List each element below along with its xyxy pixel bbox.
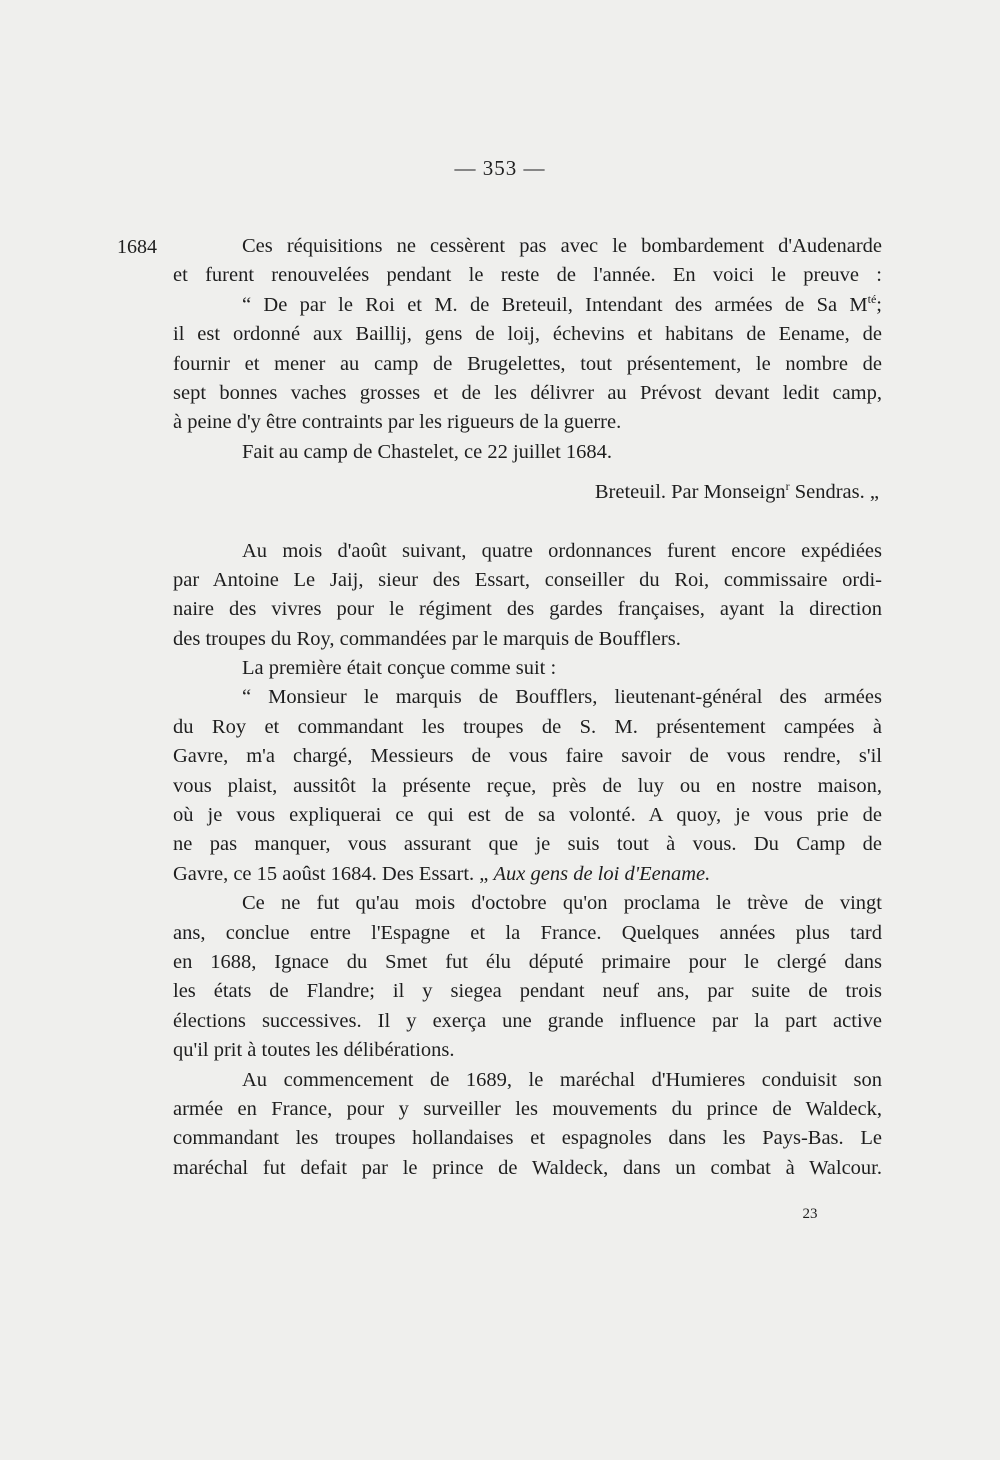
text-line: et furent renouvelées pendant le reste de l'année. En voici le preuve : (173, 264, 882, 287)
text-line: ans, conclue entre l'Espagne et la France. Quelques années plus tard (173, 921, 882, 944)
text-line: Ces réquisitions ne cessèrent pas avec le bombardement d'Audenarde (242, 235, 882, 257)
text-line: Ce ne fut qu'au mois d'octobre qu'on proclama le trève de vingt (242, 892, 882, 915)
text-line: sept bonnes vaches grosses et de les délivrer au Prévost devant ledit camp, (173, 381, 882, 404)
italic-text: Aux gens de loi d'Eename. (493, 862, 711, 885)
text-line: commandant les troupes hollandaises et espagnoles dans les Pays-Bas. Le (173, 1127, 882, 1150)
text-line: Gavre, ce 15 aoûst 1684. Des Essart. „ Aux gens de loi d'Eename. (173, 862, 711, 885)
text-line: naire des vivres pour le régiment des gardes françaises, ayant la direction (173, 598, 882, 621)
text-line: La première était conçue comme suit : (242, 657, 557, 680)
text-line: armée en France, pour y surveiller les mouvements du prince de Waldeck, (173, 1097, 882, 1120)
text-line: des troupes du Roy, commandées par le marquis de Boufflers. (173, 627, 681, 650)
text-line: par Antoine Le Jaij, sieur des Essart, conseiller du Roi, commissaire ordi- (173, 568, 882, 591)
text-line: les états de Flandre; il y siegea pendant neuf ans, par suite de trois (173, 980, 882, 1003)
text-line: “ Monsieur le marquis de Boufflers, lieutenant-général des armées (242, 686, 882, 709)
text-line: Au mois d'août suivant, quatre ordonnances furent encore expédiées (242, 539, 882, 562)
text-line: du Roy et commandant les troupes de S. M. présentement campées à (173, 715, 882, 738)
text-line: Fait au camp de Chastelet, ce 22 juillet 1684. (242, 440, 613, 463)
text-line: ne pas manquer, vous assurant que je suis tout à vous. Du Camp de (173, 833, 882, 856)
text-line: à peine d'y être contraints par les rigueurs de la guerre. (173, 411, 622, 434)
superscript: r (785, 479, 790, 494)
text-line: qu'il prit à toutes les délibérations. (173, 1039, 455, 1062)
text-line: en 1688, Ignace du Smet fut élu député primaire pour le clergé dans (173, 950, 882, 973)
text-line: il est ordonné aux Baillij, gens de loij, échevins et habitans de Eename, de (173, 323, 882, 346)
text-line: vous plaist, aussitôt la présente reçue, près de luy ou en nostre maison, (173, 774, 882, 797)
superscript: té (867, 291, 877, 306)
body-text (173, 232, 882, 1183)
margin-year: 1684 (117, 236, 157, 258)
text-line: où je vous expliquerai ce qui est de sa volonté. A quoy, je vous prie de (173, 804, 882, 827)
text-line: Au commencement de 1689, le maréchal d'Humieres conduisit son (242, 1068, 882, 1091)
text-line: maréchal fut defait par le prince de Waldeck, dans un combat à Walcour. (173, 1156, 882, 1179)
page-number: — 353 — (454, 156, 546, 180)
signature-mark: 23 (802, 1206, 818, 1222)
text-line: élections successives. Il y exerça une grande influence par la part active (173, 1009, 882, 1032)
signature-line: Breteuil. Par Monseign$^r$ Sendras. „ (594, 479, 879, 504)
text-line: Gavre, m'a chargé, Messieurs de vous faire savoir de vous rendre, s'il (173, 745, 882, 768)
text-line: “ De par le Roi et M. de Breteuil, Intendant des armées de Sa $M^{té}$; (242, 291, 882, 316)
text-line: fournir et mener au camp de Brugelettes, tout présentement, le nombre de (173, 352, 882, 375)
